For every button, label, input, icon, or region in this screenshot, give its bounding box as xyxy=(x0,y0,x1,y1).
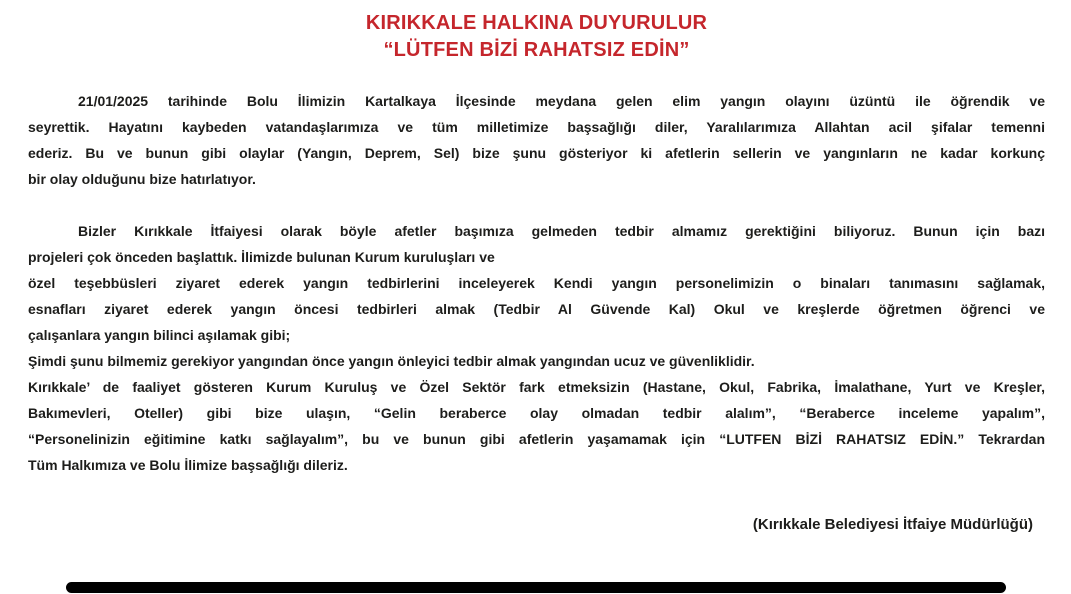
title-line-1: KIRIKKALE HALKINA DUYURULUR xyxy=(365,12,708,34)
announcement-title xyxy=(28,10,1045,64)
body-line: Kırıkkale’ de faaliyet gösteren Kurum Kuruluş ve Özel Sektör fark etmeksizin (Hastane, Okul, Fabrika, İmalathane, Yurt ve Kreşler, xyxy=(28,379,1045,395)
body-line: ederiz. Bu ve bunun gibi olaylar (Yangın, Deprem, Sel) bize şunu gösteriyor ki afetlerin sellerin ve yangınların ne kadar korkunç xyxy=(28,145,1045,161)
paragraph-gap xyxy=(28,192,1045,218)
body-line: “Personelinizin eğitimine katkı sağlayalım”, bu ve bunun gibi afetlerin yaşamamak için “LUTFEN BİZİ RAHATSIZ EDİN.” Tekrardan xyxy=(28,431,1045,447)
body-text xyxy=(28,88,1045,478)
body-line: Tüm Halkımıza ve Bolu İlimize başsağlığı dileriz. xyxy=(28,457,348,473)
body-line: Bakımevleri, Oteller) gibi bize ulaşın, “Gelin beraberce olay olmadan tedbir alalım”, “Beraberce inceleme yapalım”, xyxy=(28,405,1045,421)
body-line: seyrettik. Hayatını kaybeden vatandaşlarımıza ve tüm milletimize başsağlığı diler, Yaralılarımıza Allahtan acil şifalar temenni xyxy=(28,119,1045,135)
body-line: esnafları ziyaret ederek yangın öncesi tedbirleri almak (Tedbir Al Güvende Kal) Okul ve kreşlerde öğretmen öğrenci ve xyxy=(28,301,1045,317)
body-line: 21/01/2025 tarihinde Bolu İlimizin Kartalkaya İlçesinde meydana gelen elim yangın olayını üzüntü ile öğrendik ve xyxy=(78,93,1045,109)
body-line: Bizler Kırıkkale İtfaiyesi olarak böyle afetler başımıza gelmeden tedbir almamız gerektiğini biliyoruz. Bunun için bazı xyxy=(78,223,1045,239)
body-line: özel teşebbüsleri ziyaret ederek yangın tedbirlerini inceleyerek Kendi yangın personelimizin o binaları tanımasını sağlamak, xyxy=(28,275,1045,291)
body-line: çalışanlara yangın bilinci aşılamak gibi; xyxy=(28,327,291,343)
signature-line: (Kırıkkale Belediyesi İtfaiye Müdürlüğü) xyxy=(752,516,1033,533)
title-line-2: “LÜTFEN BİZİ RAHATSIZ EDİN” xyxy=(383,39,690,61)
body-line: bir olay olduğunu bize hatırlatıyor. xyxy=(28,171,256,187)
bottom-bar xyxy=(66,582,1006,593)
body-line: projeleri çok önceden başlattık. İlimizde bulunan Kurum kuruluşları ve xyxy=(28,249,495,265)
body-line: Şimdi şunu bilmemiz gerekiyor yangından önce yangın önleyici tedbir almak yangından ucuz ve güvenliklidir. xyxy=(28,353,755,369)
